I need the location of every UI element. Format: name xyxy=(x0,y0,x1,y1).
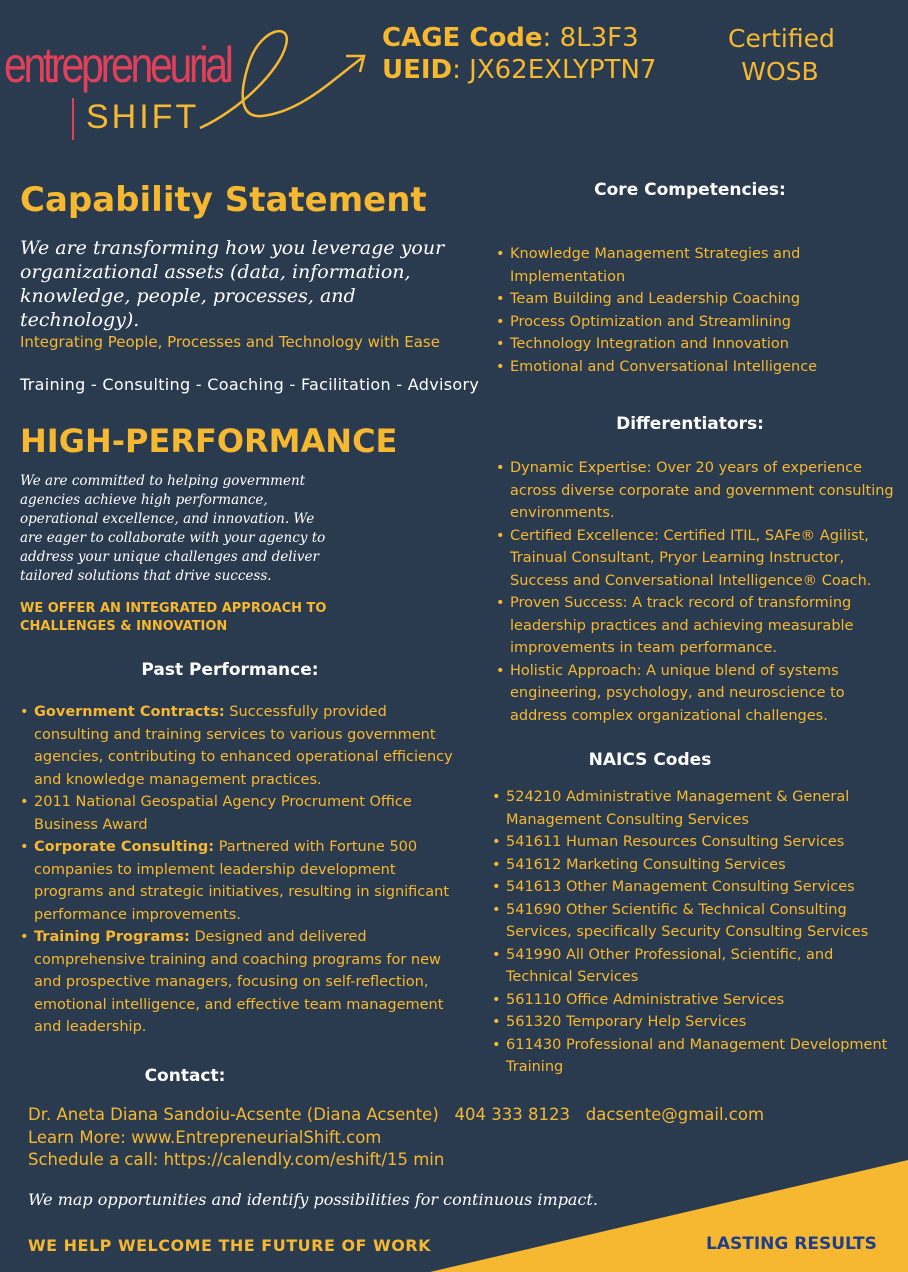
differentiators-list xyxy=(496,457,906,727)
list-item: • Knowledge Management Strategies and Implementation xyxy=(496,243,896,288)
cage-code-line: CAGE Code: 8L3F3 xyxy=(382,23,639,53)
capability-intro: We are transforming how you leverage your organizational assets (data, information, knowledge, people, processes, and technology). xyxy=(20,237,445,331)
logo-shift: SHIFT xyxy=(86,98,200,136)
list-item: • 561320 Temporary Help Services xyxy=(492,1011,904,1034)
list-item: • Process Optimization and Streamlining xyxy=(496,311,896,334)
naics-heading: NAICS Codes xyxy=(588,750,712,770)
tagline: Integrating People, Processes and Technology with Ease xyxy=(20,333,440,351)
website-link[interactable]: Learn More: www.EntrepreneurialShift.com xyxy=(28,1127,382,1147)
closing-statement: We map opportunities and identify possibilities for continuous impact. xyxy=(28,1190,598,1209)
list-item: • Government Contracts: Successfully provided consulting and training services to various government agencies, contributing to enhanced operational efficiency and knowledge management practices. xyxy=(20,701,460,791)
list-item: • Technology Integration and Innovation xyxy=(496,333,896,356)
contact-email[interactable]: dacsente@gmail.com xyxy=(585,1105,765,1124)
high-performance-title: HIGH-PERFORMANCE xyxy=(20,422,398,460)
contact-name: Dr. Aneta Diana Sandoiu-Acsente (Diana Acsente) xyxy=(28,1105,439,1124)
list-item: • Team Building and Leadership Coaching xyxy=(496,288,896,311)
services-line: Training - Consulting - Coaching - Facilitation - Advisory xyxy=(20,375,480,394)
offer-statement: WE OFFER AN INTEGRATED APPROACH TO CHALLENGES & INNOVATION xyxy=(20,601,327,634)
yellow-corner-wedge xyxy=(430,1160,908,1272)
footer-lasting-results: LASTING RESULTS xyxy=(706,1234,877,1254)
contact-line xyxy=(28,1104,764,1127)
list-item: • 611430 Professional and Management Development Training xyxy=(492,1034,904,1079)
list-item: • Emotional and Conversational Intelligence xyxy=(496,356,896,379)
list-item: • 561110 Office Administrative Services xyxy=(492,989,904,1012)
list-item: • 524210 Administrative Management & General Management Consulting Services xyxy=(492,786,904,831)
list-item: • 541690 Other Scientific & Technical Consulting Services, specifically Security Consulting Services xyxy=(492,899,904,944)
differentiators-heading: Differentiators: xyxy=(616,414,764,434)
contact-heading: Contact: xyxy=(144,1066,226,1086)
footer-future-of-work: WE HELP WELCOME THE FUTURE OF WORK xyxy=(28,1236,432,1255)
list-item: • 2011 National Geospatial Agency Procrument Office Business Award xyxy=(20,791,460,836)
list-item: • 541612 Marketing Consulting Services xyxy=(492,854,904,877)
past-performance-heading: Past Performance: xyxy=(141,660,319,680)
capability-title: Capability Statement xyxy=(20,180,427,220)
list-item: • 541611 Human Resources Consulting Services xyxy=(492,831,904,854)
list-item: • Training Programs: Designed and delivered comprehensive training and coaching programs for new and prospective managers, focusing on self-reflection, emotional intelligence, and effective team management and leadership. xyxy=(20,926,460,1039)
list-item: • Certified Excellence: Certified ITIL, SAFe® Agilist, Trainual Consultant, Pryor Learning Instructor, Success and Conversational Intelligence® Coach. xyxy=(496,525,906,593)
list-item: • Proven Success: A track record of transforming leadership practices and achieving measurable improvements in team performance. xyxy=(496,592,906,660)
list-item: • Holistic Approach: A unique blend of systems engineering, psychology, and neuroscience to address complex organizational challenges. xyxy=(496,660,906,728)
logo-wordmark: entrepreneurial xyxy=(4,37,231,93)
high-performance-text: We are committed to helping government agencies achieve high performance, operational excellence, and innovation. We are eager to collaborate with your agency to address your unique challenges and deliver tailored solutions that drive success. xyxy=(20,473,326,584)
list-item: • Corporate Consulting: Partnered with Fortune 500 companies to implement leadership development programs and strategic initiatives, resulting in significant performance improvements. xyxy=(20,836,460,926)
naics-list xyxy=(492,786,904,1079)
certification-badge: Certified WOSB xyxy=(728,24,835,86)
contact-details xyxy=(28,1104,764,1172)
schedule-link[interactable]: Schedule a call: https://calendly.com/eshift/15 min xyxy=(28,1150,445,1169)
logo-divider xyxy=(72,98,74,140)
list-item: • 541613 Other Management Consulting Services xyxy=(492,876,904,899)
core-competencies-heading: Core Competencies: xyxy=(594,180,786,200)
ueid-line: UEID: JX62EXLYPTN7 xyxy=(382,55,657,85)
list-item: • 541990 All Other Professional, Scientific, and Technical Services xyxy=(492,944,904,989)
contact-phone[interactable]: 404 333 8123 xyxy=(454,1105,570,1124)
core-competencies-list xyxy=(496,243,896,378)
list-item: • Dynamic Expertise: Over 20 years of experience across diverse corporate and government consulting environments. xyxy=(496,457,906,525)
registration-codes xyxy=(382,22,656,86)
past-performance-list xyxy=(20,701,460,1039)
